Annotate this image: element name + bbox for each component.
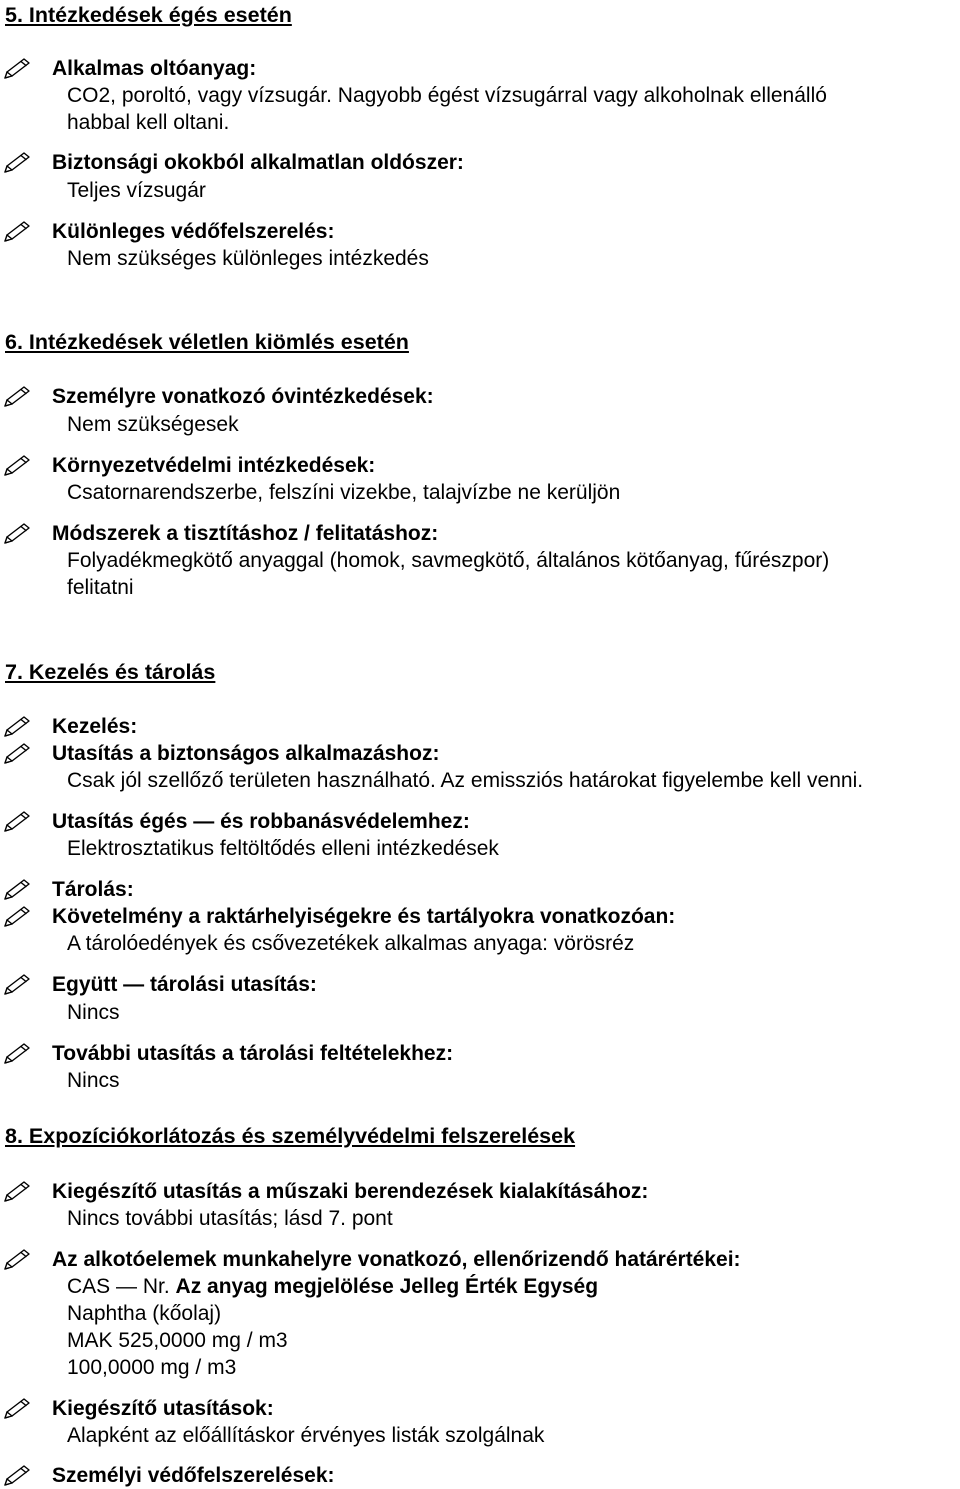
section-8-text-line: MAK 525,0000 mg / m3 — [67, 1329, 288, 1352]
section-5-heading-protective-equipment: Különleges védőfelszerelés: — [52, 220, 335, 243]
pencil-icon — [1, 56, 35, 82]
pencil-icon — [1, 1041, 35, 1067]
section-8-text-line: Alapként az előállításkor érvényes listák szolgálnak — [67, 1424, 545, 1447]
section-6-title: 6. Intézkedések véletlen kiömlés esetén — [5, 330, 409, 354]
section-7-text-line: Nincs — [67, 1069, 120, 1092]
section-5-text-line: Nem szükséges különleges intézkedés — [67, 247, 429, 270]
section-8-heading-technical-measures: Kiegészítő utasítás a műszaki berendezések kialakításához: — [52, 1180, 649, 1203]
section-8-text-line: 100,0000 mg / m3 — [67, 1356, 237, 1379]
cas-label: CAS — Nr. — [67, 1275, 176, 1298]
pencil-icon — [1, 1247, 35, 1273]
section-8-heading-additional-instructions: Kiegészítő utasítások: — [52, 1397, 274, 1420]
section-5-text-line: Teljes vízsugár — [67, 179, 206, 202]
section-6-heading-environmental: Környezetvédelmi intézkedések: — [52, 454, 376, 477]
section-8-title: 8. Expozíciókorlátozás és személyvédelmi felszerelések — [5, 1124, 576, 1148]
section-8-text-line: Nincs további utasítás; lásd 7. pont — [67, 1207, 393, 1230]
pencil-icon — [1, 219, 35, 245]
section-6-heading-personal-precautions: Személyre vonatkozó óvintézkedések: — [52, 385, 434, 408]
section-6-heading-cleanup-methods: Módszerek a tisztításhoz / felitatáshoz: — [52, 522, 439, 545]
section-7-heading-handling: Kezelés: — [52, 715, 138, 738]
section-7-heading-storage-requirements: Követelmény a raktárhelyiségekre és tartályokra vonatkozóan: — [52, 905, 676, 928]
section-7-text-line: A tárolóedények és csővezetékek alkalmas anyaga: vörösréz — [67, 932, 635, 955]
section-6-text-line: Folyadékmegkötő anyaggal (homok, savmegkötő, általános kötőanyag, fűrészpor) — [67, 549, 830, 572]
pencil-icon — [1, 1463, 35, 1489]
section-7-text-line: Csak jól szellőző területen használható. Az emissziós határokat figyelembe kell venni. — [67, 769, 864, 792]
section-5-text-line: CO2, poroltó, vagy vízsugár. Nagyobb égést vízsugárral vagy alkoholnak ellenálló — [67, 84, 827, 107]
section-8-heading-limit-values: Az alkotóelemek munkahelyre vonatkozó, ellenőrizendő határértékei: — [52, 1248, 741, 1271]
section-5-text-line: habbal kell oltani. — [67, 111, 230, 134]
section-8-heading-personal-protective-equipment: Személyi védőfelszerelések: — [52, 1464, 335, 1487]
section-7-heading-further-storage: További utasítás a tárolási feltételekhez: — [52, 1042, 454, 1065]
section-7-title: 7. Kezelés és tárolás — [5, 660, 216, 684]
pencil-icon — [1, 972, 35, 998]
section-8-text-line: Naphtha (kőolaj) — [67, 1302, 222, 1325]
section-6-text-line: Nem szükségesek — [67, 413, 239, 436]
pencil-icon — [1, 714, 35, 740]
pencil-icon — [1, 877, 35, 903]
section-5-heading-unsuitable-media: Biztonsági okokból alkalmatlan oldószer: — [52, 151, 464, 174]
pencil-icon — [1, 1396, 35, 1422]
limit-columns-label: Az anyag megjelölése Jelleg Érték Egység — [175, 1275, 599, 1298]
section-5-heading-extinguishing-media: Alkalmas oltóanyag: — [52, 57, 257, 80]
section-7-heading-storage: Tárolás: — [52, 878, 134, 901]
pencil-icon — [1, 384, 35, 410]
section-6-text-line: Csatornarendszerbe, felszíni vizekbe, talajvízbe ne kerüljön — [67, 481, 621, 504]
pencil-icon — [1, 453, 35, 479]
section-7-heading-safe-use: Utasítás a biztonságos alkalmazáshoz: — [52, 742, 440, 765]
section-6-text-line: felitatni — [67, 576, 134, 599]
section-7-text-line: Elektrosztatikus feltöltődés elleni intézkedések — [67, 837, 499, 860]
pencil-icon — [1, 150, 35, 176]
section-8-limit-table-header — [67, 1273, 598, 1300]
pencil-icon — [1, 741, 35, 767]
pencil-icon — [1, 1179, 35, 1205]
pencil-icon — [1, 521, 35, 547]
section-7-heading-fire-explosion: Utasítás égés — és robbanásvédelemhez: — [52, 810, 470, 833]
pencil-icon — [1, 809, 35, 835]
section-5-title: 5. Intézkedések égés esetén — [5, 3, 292, 27]
pencil-icon — [1, 904, 35, 930]
section-7-text-line: Nincs — [67, 1001, 120, 1024]
section-7-heading-joint-storage: Együtt — tárolási utasítás: — [52, 973, 317, 996]
